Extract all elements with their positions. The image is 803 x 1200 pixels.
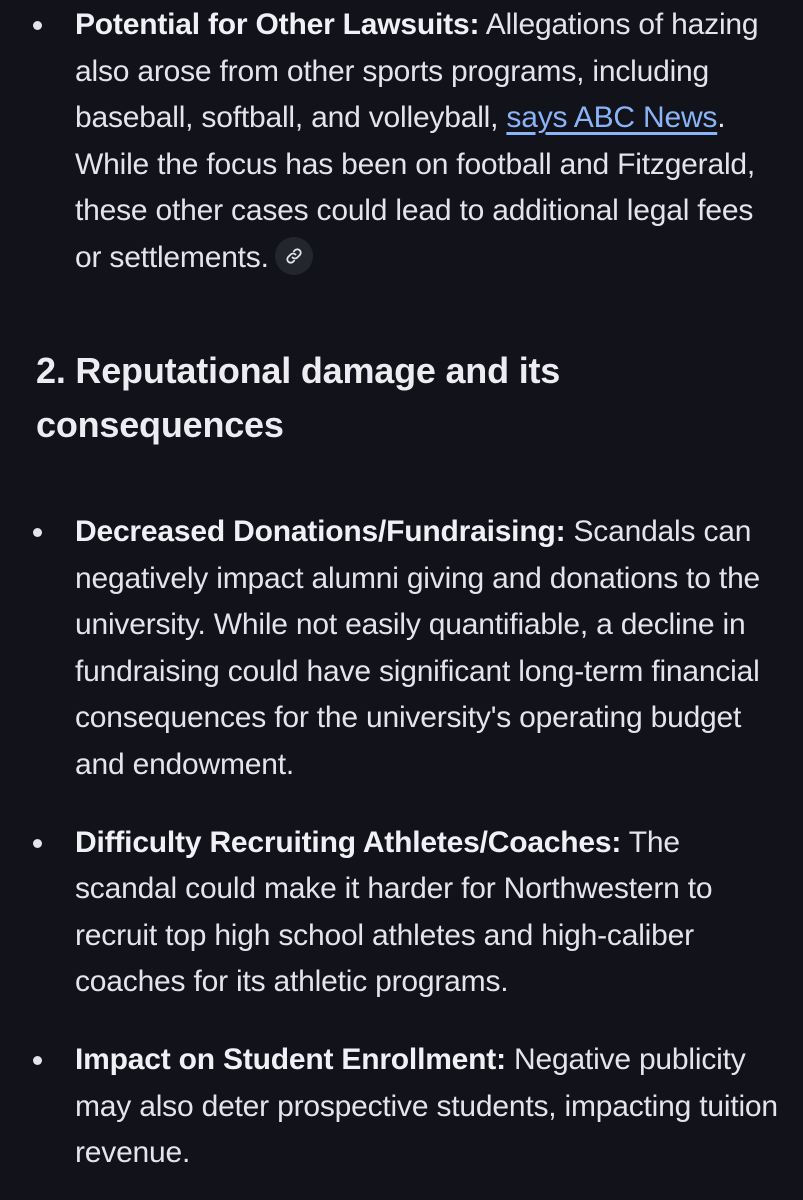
link-icon xyxy=(285,247,303,265)
source-link-abc-news[interactable]: says ABC News xyxy=(506,101,718,135)
list-item-recruiting xyxy=(0,820,803,1006)
item-title: Impact on Student Enrollment: xyxy=(75,1042,506,1076)
bullet-icon xyxy=(33,1056,42,1065)
list-item-donations xyxy=(0,509,803,789)
item-text: Allegations of hazing also arose from other sports programs, including baseball, softball, and volleyball, xyxy=(75,8,759,135)
item-text: Scandals can negatively impact alumni giving and donations to the university. While not easily quantifiable, a decline in fundraising could have significant long-term financial consequences for the university's operating budget and endowment. xyxy=(75,515,761,781)
list-item-other-lawsuits xyxy=(0,2,803,282)
item-text-continued: . While the focus has been on football and Fitzgerald, these other cases could lead to additional legal fees or settlements. xyxy=(75,101,756,274)
item-title: Potential for Other Lawsuits: xyxy=(75,8,480,41)
item-title: Decreased Donations/Fundraising: xyxy=(75,515,566,548)
list-item-enrollment xyxy=(0,1037,803,1177)
item-text: Negative publicity may also deter prospective students, impacting tuition revenue. xyxy=(75,1042,778,1170)
bullet-icon xyxy=(33,839,42,848)
source-link-chip[interactable] xyxy=(275,237,313,275)
lawsuits-list xyxy=(0,2,803,282)
section-heading-reputational-damage: 2. Reputational damage and its consequences xyxy=(36,350,561,445)
item-title: Difficulty Recruiting Athletes/Coaches: xyxy=(75,825,622,859)
item-text: The scandal could make it harder for Northwestern to recruit top high school athletes and high-caliber coaches for its athletic programs. xyxy=(75,825,713,999)
reputational-consequences-list xyxy=(0,509,803,1200)
bullet-icon xyxy=(33,528,42,537)
bullet-icon xyxy=(33,21,42,30)
